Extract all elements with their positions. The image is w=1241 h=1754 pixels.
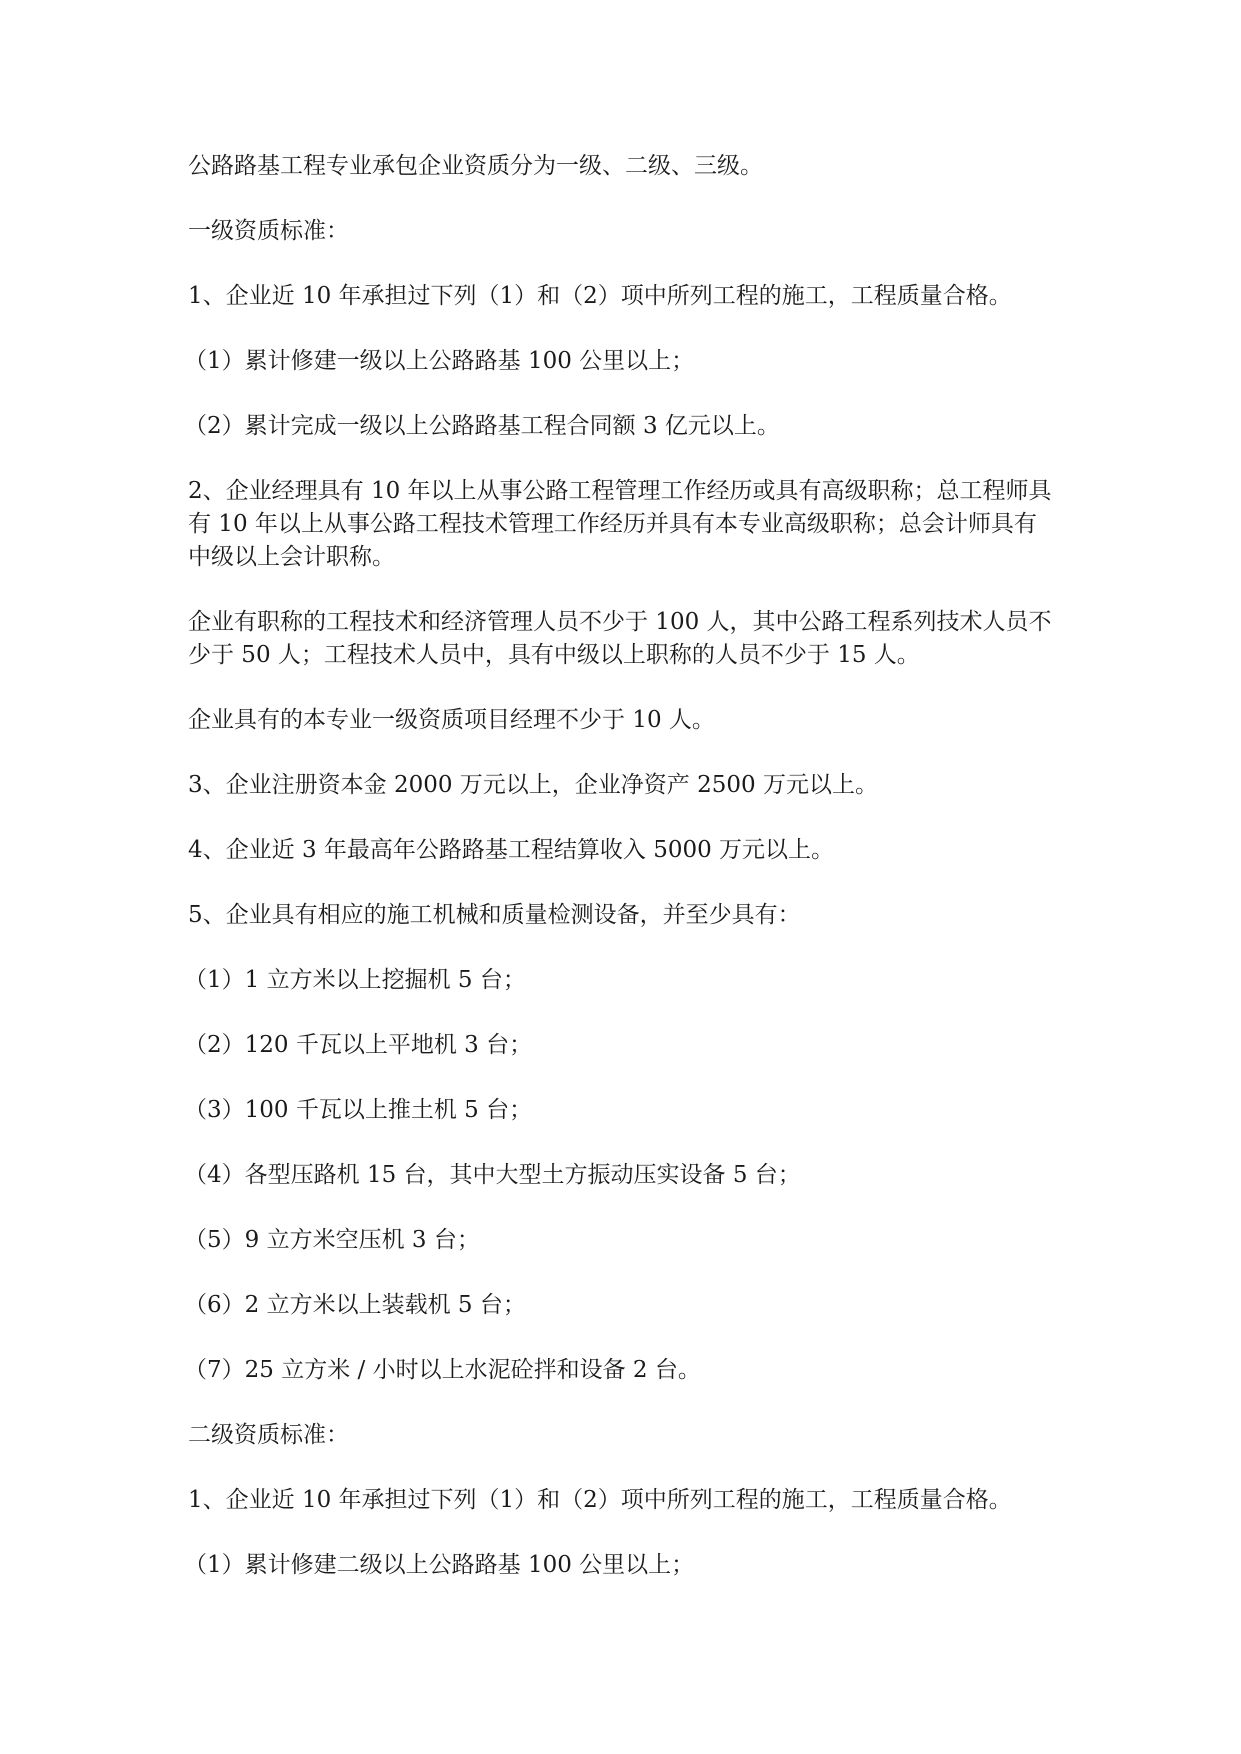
equipment-item-5: （5）9 立方米空压机 3 台； <box>184 1227 480 1253</box>
equipment-item-2: （2）120 千瓦以上平地机 3 台； <box>184 1032 533 1058</box>
requirement-2: 2、企业经理具有 10 年以上从事公路工程管理工作经历或具有高级职称；总工程师具有 10 年以上从事公路工程技术管理工作经历并具有本专业高级职称；总会计师具有中级以上会计职称。 <box>188 478 1052 570</box>
requirement-1-item-2: （2）累计完成一级以上公路路基工程合同额 3 亿元以上。 <box>184 413 780 439</box>
requirement-1: 1、企业近 10 年承担过下列（1）和（2）项中所列工程的施工，工程质量合格。 <box>188 283 1012 309</box>
equipment-item-6: （6）2 立方米以上装载机 5 台； <box>184 1292 526 1318</box>
level-one-heading: 一级资质标准： <box>188 218 349 244</box>
project-manager-paragraph: 企业具有的本专业一级资质项目经理不少于 10 人。 <box>188 707 715 733</box>
document-body <box>184 150 1058 1614</box>
equipment-item-4: （4）各型压路机 15 台，其中大型土方振动压实设备 5 台； <box>184 1162 801 1188</box>
equipment-item-7: （7）25 立方米 / 小时以上水泥砼拌和设备 2 台。 <box>184 1357 701 1383</box>
equipment-item-3: （3）100 千瓦以上推土机 5 台； <box>184 1097 533 1123</box>
staff-paragraph: 企业有职称的工程技术和经济管理人员不少于 100 人，其中公路工程系列技术人员不少于 50 人；工程技术人员中，具有中级以上职称的人员不少于 15 人。 <box>188 609 1052 668</box>
intro-paragraph: 公路路基工程专业承包企业资质分为一级、二级、三级。 <box>188 153 763 179</box>
level-two-requirement-1: 1、企业近 10 年承担过下列（1）和（2）项中所列工程的施工，工程质量合格。 <box>188 1487 1012 1513</box>
level-two-requirement-1-item-1: （1）累计修建二级以上公路路基 100 公里以上； <box>184 1552 695 1578</box>
level-two-heading: 二级资质标准： <box>188 1422 349 1448</box>
equipment-item-1: （1）1 立方米以上挖掘机 5 台； <box>184 967 526 993</box>
requirement-5: 5、企业具有相应的施工机械和质量检测设备，并至少具有： <box>188 902 801 928</box>
requirement-4: 4、企业近 3 年最高年公路路基工程结算收入 5000 万元以上。 <box>188 837 835 863</box>
requirement-1-item-1: （1）累计修建一级以上公路路基 100 公里以上； <box>184 348 695 374</box>
requirement-3: 3、企业注册资本金 2000 万元以上，企业净资产 2500 万元以上。 <box>188 772 878 798</box>
